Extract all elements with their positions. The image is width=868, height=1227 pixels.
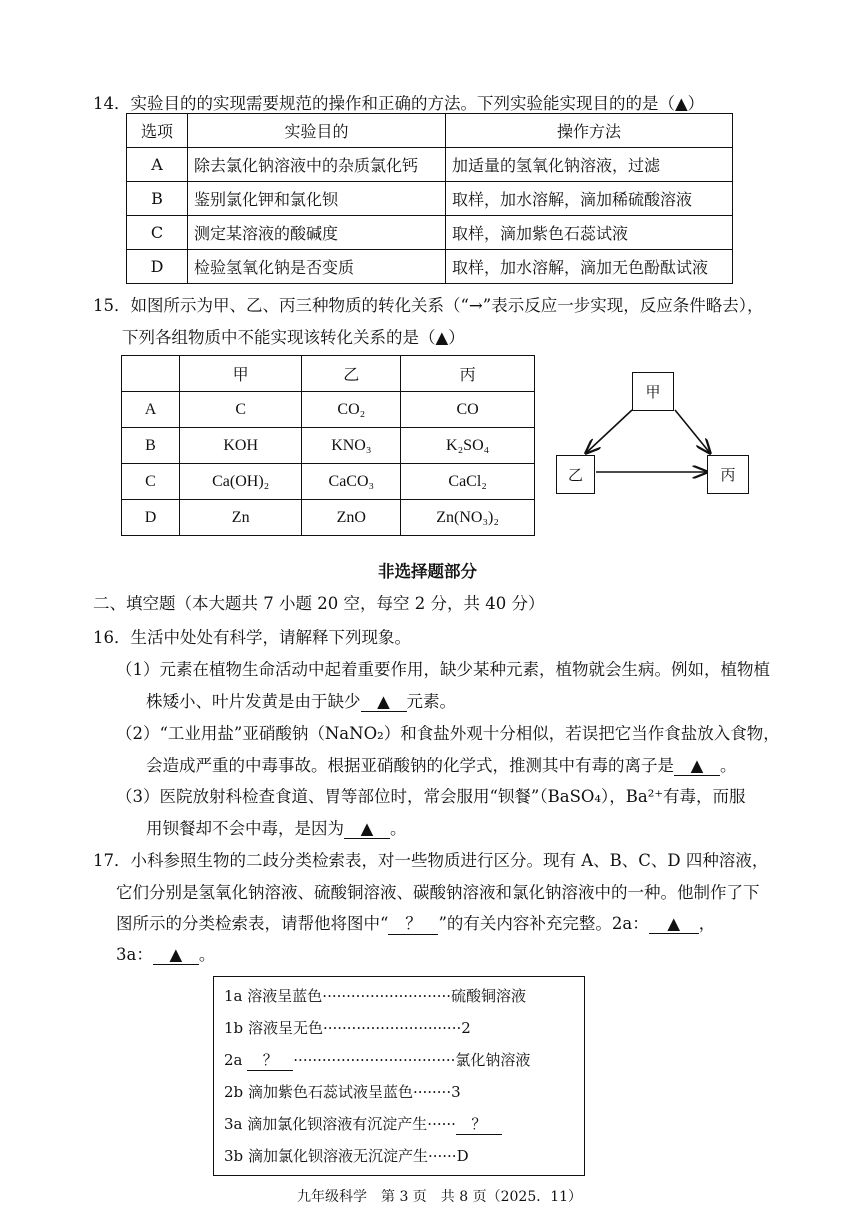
table-row [122, 356, 535, 392]
table-cell: CaCl₂ [401, 464, 535, 500]
table-cell: 除去氯化钠溶液中的杂质氯化钙 [188, 148, 446, 182]
q14-header-purpose: 实验目的 [188, 114, 446, 148]
key-dots: ····························· [322, 1019, 462, 1037]
q14-table [126, 113, 733, 284]
q17-line3-tail: ， [698, 914, 716, 933]
q16-part1-line2 [146, 688, 456, 712]
table-row [127, 114, 733, 148]
q15-stem-line2: 下列各组物质中不能实现该转化关系的是（▲） [122, 328, 465, 347]
key-row-1a [224, 985, 526, 1006]
key-text: 溶液呈蓝色 [247, 987, 323, 1005]
table-cell: B [122, 428, 180, 464]
key-no: 2b [224, 1083, 244, 1101]
table-row [127, 148, 733, 182]
q17-line3 [116, 910, 715, 935]
key-dots: ········ [412, 1083, 452, 1101]
table-cell: C [122, 464, 180, 500]
key-dots: ······ [427, 1147, 457, 1165]
key-blank: ？ [456, 1113, 502, 1135]
q17-line3-mid: ”的有关内容补充完整。2a： [438, 914, 649, 933]
key-result: 2 [461, 1019, 471, 1037]
key-result: D [456, 1147, 469, 1165]
key-no: 3a [224, 1115, 243, 1133]
key-text: 滴加氯化钡溶液有沉淀产生 [247, 1115, 428, 1133]
q15-table [121, 355, 535, 536]
table-cell: C [180, 392, 302, 428]
q17-answer-blank-3a[interactable]: ▲ [153, 945, 199, 965]
table-cell: ZnO [302, 500, 401, 536]
classification-key [213, 976, 585, 1176]
table-cell: 测定某溶液的酸碱度 [188, 216, 446, 250]
q16-part1-line1: （1）元素在植物生命活动中起着重要作用，缺少某种元素，植物就会生病。例如，植物植 [116, 660, 770, 679]
q16-answer-blank-3[interactable]: ▲ [344, 819, 390, 839]
key-row-2a [224, 1049, 530, 1071]
q16-part1-tail: 元素。 [406, 692, 456, 711]
q16-part1-text: 株矮小、叶片发黄是由于缺少 [146, 692, 361, 711]
q17-line1: 17．小科参照生物的二歧分类检索表，对一些物质进行区分。现有 A、B、C、D 四种溶液， [93, 851, 769, 870]
q14-header-option: 选项 [127, 114, 188, 148]
q16-part3-line1: （3）医院放射科检查食道、胃等部位时，常会服用“钡餐”（BaSO₄），Ba²⁺有毒，而服 [116, 787, 746, 806]
table-cell: CO₂ [302, 392, 401, 428]
key-result: 氯化钠溶液 [455, 1051, 531, 1069]
key-result: 硫酸铜溶液 [451, 987, 527, 1005]
table-cell: A [127, 148, 188, 182]
diagram-node-yi: 乙 [556, 455, 595, 494]
key-no: 3b [224, 1147, 244, 1165]
q16-part2-line1: （2）“工业用盐”亚硝酸钠（NaNO₂）和食盐外观十分相似，若误把它当作食盐放入食物， [116, 724, 780, 743]
table-cell: 乙 [302, 356, 401, 392]
key-no: 1b [224, 1019, 244, 1037]
key-row-1b [224, 1017, 471, 1038]
table-cell: 加适量的氢氧化钠溶液，过滤 [446, 148, 733, 182]
key-text: 滴加紫色石蕊试液呈蓝色 [247, 1083, 413, 1101]
table-cell: 丙 [401, 356, 535, 392]
q16-stem: 16．生活中处处有科学，请解释下列现象。 [93, 628, 411, 647]
part2-title: 二、填空题（本大题共 7 小题 20 空，每空 2 分，共 40 分） [93, 594, 545, 613]
table-row [122, 392, 535, 428]
table-cell: A [122, 392, 180, 428]
table-cell: 取样，加水溶解，滴加无色酚酞试液 [446, 250, 733, 284]
table-cell: B [127, 182, 188, 216]
table-cell: 取样，滴加紫色石蕊试液 [446, 216, 733, 250]
table-cell: KNO₃ [302, 428, 401, 464]
diagram-node-jia: 甲 [632, 372, 674, 411]
q14-stem: 14．实验目的的实现需要规范的操作和正确的方法。下列实验能实现目的的是（▲） [93, 94, 705, 113]
key-result: 3 [451, 1083, 461, 1101]
key-dots: ··························· [322, 987, 452, 1005]
q14-header-method: 操作方法 [446, 114, 733, 148]
diagram-node-bing: 丙 [707, 455, 749, 494]
table-cell [122, 356, 180, 392]
arrow-jia-to-yi [586, 410, 632, 453]
q17-line4 [116, 941, 215, 965]
q16-answer-blank-2[interactable]: ▲ [674, 756, 720, 776]
table-row [122, 500, 535, 536]
table-cell: K₂SO₄ [401, 428, 535, 464]
q16-part2-line2 [146, 752, 737, 776]
q17-answer-blank-2a[interactable]: ▲ [649, 914, 699, 934]
table-cell: CO [401, 392, 535, 428]
page-footer: 九年级科学 第 3 页 共 8 页（2025．11） [297, 1189, 583, 1205]
table-cell: 甲 [180, 356, 302, 392]
key-dots: ·································· [293, 1051, 456, 1069]
table-row [122, 464, 535, 500]
key-row-2b [224, 1081, 461, 1102]
q16-part2-text: 会造成严重的中毒事故。根据亚硝酸钠的化学式，推测其中有毒的离子是 [146, 756, 674, 775]
q16-part3-text: 用钡餐却不会中毒，是因为 [146, 819, 344, 838]
table-cell: 鉴别氯化钾和氯化钡 [188, 182, 446, 216]
table-cell: Ca(OH)₂ [180, 464, 302, 500]
q17-line2: 它们分别是氢氧化钠溶液、硫酸铜溶液、碳酸钠溶液和氯化钠溶液中的一种。他制作了下 [116, 883, 760, 902]
table-cell: CaCO₃ [302, 464, 401, 500]
q17-line4-label: 3a： [116, 945, 153, 964]
key-text: 滴加氯化钡溶液无沉淀产生 [247, 1147, 428, 1165]
table-row [127, 216, 733, 250]
q16-part3-tail: 。 [390, 819, 407, 838]
q17-line3-text: 图所示的分类检索表，请帮他将图中“ [116, 914, 389, 933]
table-cell: C [127, 216, 188, 250]
q16-part2-tail: 。 [720, 756, 737, 775]
table-row [127, 250, 733, 284]
table-cell: D [127, 250, 188, 284]
key-text: 溶液呈无色 [247, 1019, 323, 1037]
q16-answer-blank-1[interactable]: ▲ [361, 692, 407, 712]
q16-part3-line2 [146, 815, 407, 839]
key-no: 2a [224, 1051, 243, 1069]
table-cell: 取样，加水溶解，滴加稀硫酸溶液 [446, 182, 733, 216]
key-blank: ？ [247, 1049, 293, 1071]
arrow-jia-to-bing [675, 410, 710, 453]
q15-stem-line1: 15．如图所示为甲、乙、丙三种物质的转化关系（“→”表示反应一步实现，反应条件略去）， [93, 296, 764, 315]
key-row-3b [224, 1145, 469, 1166]
key-row-3a [224, 1113, 502, 1135]
table-cell: Zn [180, 500, 302, 536]
table-cell: KOH [180, 428, 302, 464]
q17-line4-tail: 。 [198, 945, 216, 964]
table-cell: 检验氢氧化钠是否变质 [188, 250, 446, 284]
table-row [127, 182, 733, 216]
q17-question-mark-blank: ？ [388, 910, 438, 935]
table-cell: D [122, 500, 180, 536]
key-no: 1a [224, 987, 243, 1005]
section-title: 非选择题部分 [378, 562, 477, 581]
key-dots: ······ [427, 1115, 456, 1133]
table-row [122, 428, 535, 464]
table-cell: Zn(NO₃)₂ [401, 500, 535, 536]
